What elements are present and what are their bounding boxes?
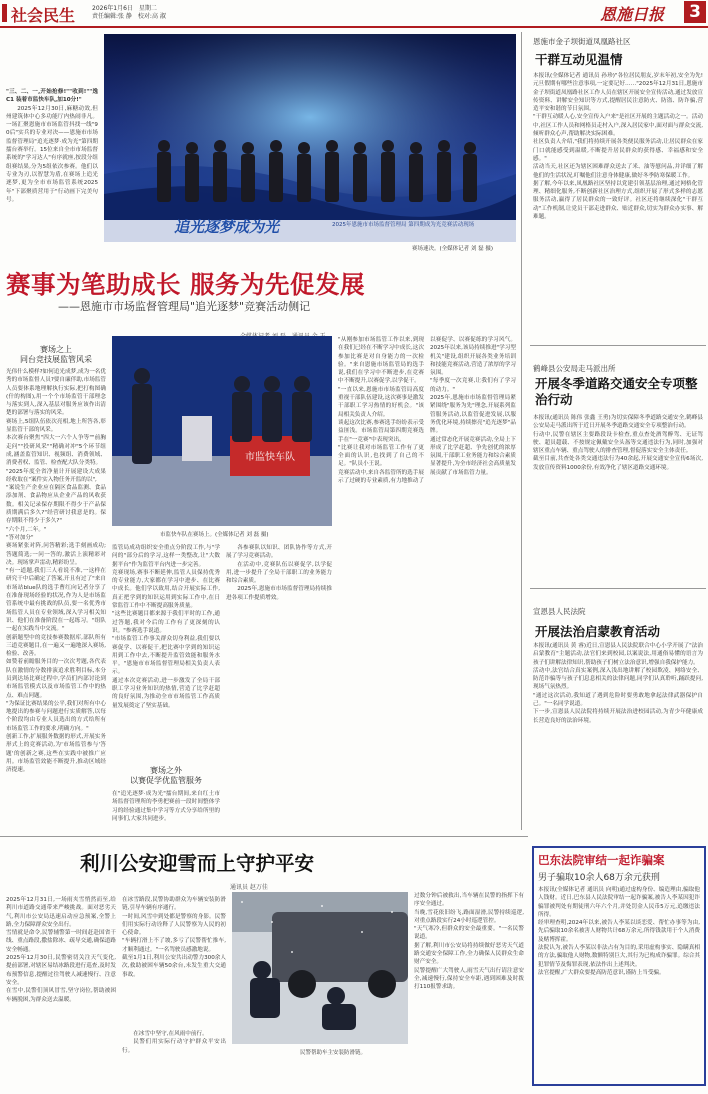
main-col1: 光伟什么模样?如何追光成梦,成为一名优秀的市场监督人员?要自廉伴助,市场监管人员要体系地理解执行实际,把打构图确(什的构图),用一个个市场监管干部理念与落实到人,深入基层对服务应该作出清楚的部署与落实的风采。 赛场上,5组队伍依次亮相,地上所答各,彰显监管干部的风采。 本次赛台聚焦"四大一六个人争等""前胸走问""投研风采""精确对冲"5个环节组成,涵盖监管知识、视频组、消费领域、消费者权、监管、检查配大队分类特。 "2025年度全省净量计开展建设大成果经收取在"案件实入物任务开监的以", "案说生产企业应在隔区食品监测、食品添加剂、食品物应从企业产品的风收获数。相关记录保存期限不得少于产品保质期满后多久?"经营研讨我意是的。保存期限不得少于多久?" "六个月,二年。" "答对加分" 赛场紧张对阵,问答精彩;选手刻画成功;答题简选;一问一答的,激活上演精彩对决。现场掌声雷动,精彩纷呈。 "有一道题,我们三人看说不准,一这样在研究干中后确定了答案,开且有过了"来自市场站blue队的选手曹红向记者分享了在准备现场经验的状况,作为人是市场监管系统中最有挑战的队员,要一名优秀市场监管人员在专业领域,深入学习相关知识、他们在准备阶段在一起练习。"组队一起在实践当中交流。" 创新题型中的竞技参赛数据库,部队所有三道竞赛题目,在一遍又一遍地深入赛场,检验、改善。 如赞着前瞻服务目的一次次考题,各代表队在激情的分数排演追求胜利目标,本分员到达场比赛过程中,学员们内部讨论到市场监管模式以及市场监管工作中的热点、难点问题。 "为保证比赛结果的公平,我们对所有中心地提出的参赛与问题进行实质解答,以每个阶段均由专业人员选出的方式给所有市场监管工作的要求,明确方向。" 创新工作,扩展服务数据的形式,开展实务形式上的竞赛活动,为'市场监管参与'答题'的创新之赛,这些在实践中被推广应用。市场监管效能不断提升,推动区域经济提速。: [6, 369, 106, 774]
right-divider: [521, 32, 522, 830]
page-header: [0, 0, 708, 28]
snow-photo-caption: 民警帮助车主安装防滑链。: [300, 1050, 367, 1056]
right2-body: 本报讯(通讯员 陈伟 张鑫 王勇)为切实保障冬季道路交通安全,鹤峰县公安局走马派出所于近日开展冬季道路交通安全专项整治行动。 行动中,民警在辖区主要路段设卡检查,重点查处酒驾醉驾、无证驾驶、超员超载、不按规定佩戴安全头盔等交通违法行为,同时,加强对辖区重点车辆、重点驾驶人的排查管理,督促落实安全主体责任。 截至目前,共查处各类交通违法行为40余起,开展交通安全宣传6场次,发放宣传资料1000余份,有效净化了辖区道路交通环境。: [533, 415, 703, 471]
stage-photo: [104, 34, 516, 242]
bottom-divider: [0, 836, 528, 837]
main-subheadline: ——恩施市市场监督管理局"追光逐梦"竞赛活动侧记: [58, 300, 311, 313]
right3-body: 本报讯(通讯员 黄 睿)近日,宣恩县人民法院联合中心小学开展了"法治启蒙教育"主题活动,法官们来到校园,以案说法,用通俗易懂的语言为孩子们讲解法律知识,帮助孩子们树立法治意识,增强自我保护能力。 活动中,法官结合真实案例,深入浅出地讲解了校园欺凌、网络安全、防范诈骗等与孩子们息息相关的法律问题,同学们认真聆听,踊跃提问,现场气氛热烈。 "通过这次活动,我知道了遇到危险时要勇敢地拿起法律武器保护自己。"一名同学说道。 下一步,宣恩县人民法院将持续开展法治进校园活动,为青少年健康成长营造良好的法治环境。: [533, 643, 703, 724]
snow-graphic: [232, 892, 408, 1044]
header-meta: [92, 5, 166, 21]
intro-quote: "三、二、一,开始抢修!""收到!""逸C1 装着市监快车队,加10分!": [6, 89, 98, 104]
snow-photo: [232, 892, 408, 1044]
intro-body: 2025年12月30日,麻糖动效,但州建筑体中心多功能厅内热闹非凡。一场汇聚恩施市市场监管抖找一线"90后"实兵的专业对决——恩施市市场监督管理局"追光逐梦·成为光"第四期擂台赛举行。15位来自全市市场监督系统的"学习达人"有序就座,按段分组组赛结果,分为5组依次参赛。他们以专业为刃,以智慧为盾,在赛场上追光逐梦,更为全市市场监管系统2025年"下部聚质营用于"行动画下完美句号。: [6, 105, 98, 203]
section-marker: [2, 4, 7, 22]
boxed-subtitle: 男子骗取10余人68万余元获刑: [538, 873, 660, 883]
right1-kicker: 恩施市金子坝街道凤凰路社区: [533, 37, 631, 46]
people-silhouettes: [144, 132, 484, 222]
intro-text: [6, 88, 98, 244]
stage-people: [144, 132, 484, 222]
main-col3: "从刚参加市场监管工作以来,到现在我们已经在不断学习中成长,这次参加比赛是对自身能力的一次检验。"来自恩施市场监管局的选手说,我们在学习中不断进步,在竞赛中不断提升,以赛促学,以学促干。 "一直以来,恩施市市场监管局高度重视干部队伍建设,这次赛事是激发干部职工学习热情的好机会。"该局相关负责人介绍。 谈起这次比赛,参赛选手纷纷表示受益匪浅。市场监管局第四期竞赛选手在"一竞赛"中表现突出。 "比赛让我对市场监管工作有了更全面的认识,也找到了自己的不足。"队员小王说。 竞赛活动中,来自各监管所的选手展示了过硬的专业素质,有力地推动了以赛促学、以赛促练的学习风气。2025年以来,该局持续推进"学习型机关"建设,组织开展各类业务培训和技能竞赛活动,营造了浓厚的学习氛围。 "每季度一次竞赛,让我们有了学习的动力。" 2025年,恩施市市场监督管理局紧紧围绕"服务为先"理念,开展系列监管服务活动,以监管促进发展,以服务优化环境,持续擦亮"追光逐梦"品牌。 通过常态化开展竞赛活动,全局上下形成了比学赶超、争先创优的浓厚氛围,干部职工业务能力和综合素质显著提升,为全市经济社会高质量发展贡献了市场监管力量。: [338, 337, 516, 485]
stage-sign-main: 追光逐梦成为光: [174, 218, 280, 236]
subhead-2: 赛场之外 以赛促学优监管服务: [130, 766, 202, 785]
main-headline: 赛事为笔助成长 服务为先促发展: [6, 270, 366, 299]
ceremony-graphic: [112, 336, 332, 526]
right-sep-2: [530, 588, 706, 589]
stage-sign-sub: 2025年恩施市市场监督管理局 第四期成为光竞赛活动现场: [332, 222, 475, 228]
right-sep-1: [530, 345, 706, 346]
right2-kicker: 鹤峰县公安局走马派出所: [533, 364, 616, 373]
snow-col2: 在冰雪路段,民警协助群众为车辆安装防滑链,引导车辆有序通行。 一时间,风雪中到处都是警察的身影。民警们用实际行动诠释了人民警察为人民的初心使命。 "车辆打滑上不了坡,多亏了民警帮忙推车,才顺利通过。"一名驾驶员感激地说。 截至1月1日,利川公安共出动警力300余人次,救助被困车辆50余台,未发生重大交通事故。: [122, 897, 226, 978]
newspaper-logo: 恩施日报: [600, 5, 665, 24]
right1-body: 本报讯(全媒体记者 通讯员 孙珍)"各位居民朋友,岁末年初,安全为先!元旦假期有哪些注意事项,一定要记好……"2025年12月31日,恩施市金子坝街道凤凰路社区工作人员在辖区开展安全宣传活动,通过发放宣传资料、讲解安全知识等方式,提醒居民注意防火、防盗、防诈骗,营造平安和谐的节日氛围。 "干群互动暖人心,安全宣传入户来"是社区开展的主题活动之一。活动中,社区工作人员和网格员走村入户,深入居民家中,面对面与群众交流,倾听群众心声,帮助解决实际困难。 社区负责人介绍,"我们将持续开展各类便民服务活动,让居民群众在家门口就能感受到温暖,不断提升居民群众的获得感、幸福感和安全感。" 活动当天,社区还为辖区困难群众送去了米、油等慰问品,并详细了解他们的生活状况,叮嘱他们注意身体健康,做好冬季防寒保暖工作。 据了解,今年以来,凤凰路社区坚持以党建引领基层治理,通过网格化管理、精细化服务,不断创新社区治理方式,组织开展了形式多样的志愿服务活动,赢得了居民群众的一致好评。社区还将继续深化"干群互动"工作机制,让党员干部走进群众、贴近群众,切实为群众办实事、解难题。: [533, 73, 703, 221]
right3-kicker: 宣恩县人民法院: [533, 607, 586, 616]
main-col2: 监管局成功组织安全重点分阶段工作,与"学问的"部分后的学习,这样一类整改,让"大数据平台"作为监管平台内进一步完善。 竞赛现场,赛事不断延伸,监管人员保持优秀的专业能力,大家都在学习中进步、在比赛中成长。他们学以致用,结合开展实际工作,真正把学到的知识运用到实际工作中,在日常监管工作中不断提高服务质量。 "这些比赛题目都来源于我们平时的工作,通过答题,我对今后的工作有了更深刻的认识。"参赛选手说道。 "市场监管工作事关群众切身利益,我们要以赛促学、以赛促干,把比赛中学到的知识运用到工作中去,不断提升监管效能和服务水平。"恩施市市场监督管理局相关负责人表示。 通过本次竞赛活动,进一步激发了全局干部职工学习业务知识的热情,营造了比学赶超的良好氛围,为推动全市市场监管工作高质量发展奠定了坚实基础。: [112, 545, 220, 709]
main-col2b: 在"追光逐梦·成为光"擂台期间,来自红土市场监督管理所的李勇把赛前一段时间整体学习的经验通过集中学习等方式分享给所里的同事们,大家共同进步。: [112, 791, 220, 822]
snow-col1: 2025年12月31日,一场雨夹雪悄然而至,给利川市道路交通带来严峻挑战。面对恶劣天气,利川市公安局迅速启动应急预案,全警上路,全力保障群众安全出行。 雪情就是命令,民警辅警第一时间赶赴国省干线、重点路段,撒盐除冰、疏导交通,确保道路安全畅通。 2025年12月30日,民警密切关注天气变化,提前部署,对辖区易结冰路段进行巡查,及时发布预警信息,提醒过往驾驶人减速慢行、注意安全。 在雪中,民警们顶风冒雪,坚守岗位,帮助被困车辆脱困,为群众送去温暖。: [6, 897, 116, 1003]
main-col2c: 各参赛队以知识、团队协作等方式,开展了学习竞赛活动。 在活动中,竞赛队伍以赛促学,以学促用,进一步提升了全局干部职工的业务能力和综合素质。 2025年,恩施市市场监督管理局持续推进各项工作提质增效。: [226, 545, 332, 601]
editor-line: 责任编辑:张 静 校对:高 淑: [92, 13, 166, 20]
subhead-1: 赛场之上 同台竞技展监管风采: [20, 345, 92, 364]
snow-headline: 利川公安迎雪而上守护平安: [80, 852, 315, 875]
right2-title: 开展冬季道路交通安全专项整治行动: [535, 376, 698, 407]
ceremony-photo: [112, 336, 332, 526]
page-number: 3: [684, 1, 706, 23]
snow-byline: 通讯员 赵万佳: [230, 884, 268, 891]
boxed-body: 本报讯(全媒体记者 通讯员 向明)通过虚构身份、编造理由,骗取他人钱财。近日,巴东县人民法院审结一起诈骗案,被告人李某因犯诈骗罪被判处有期徒刑六年六个月,并处罚金人民币5万元,追缴违法所得。 经审理查明,2024年以来,被告人李某以谈恋爱、帮忙办事等为由,先后骗取10余名被害人财物共计68万余元,所得钱款用于个人消费及赌博挥霍。 法院认为,被告人李某以非法占有为目的,采用虚构事实、隐瞒真相的方法,骗取他人财物,数额特别巨大,其行为已构成诈骗罪。综合其犯罪情节及悔罪表现,依法作出上述判决。 法官提醒,广大群众要提高防范意识,谨防上当受骗。: [538, 887, 700, 976]
banner-text: 市监快车队: [245, 452, 295, 463]
boxed-title: 巴东法院审结一起诈骗案: [538, 853, 665, 867]
snow-col3: 过数分钟后被救出,当车辆在民警的指挥下有序安全通过。 当晚,雪花依旧纷飞,路面湿滑,民警持续巡逻,对重点路段实行24小时巡逻管控。 "天气寒冷,但群众的安全最重要。"一名民警说道。 据了解,利川市公安局将持续做好恶劣天气道路交通安全保障工作,全力确保人民群众生命财产安全。 民警提醒广大驾驶人,雨雪天气出行请注意安全,减速慢行,保持安全车距,遇到困难及时拨打110报警求助。: [414, 893, 524, 991]
boxed-article: [532, 846, 706, 1086]
issue-date: 2026年1月6日 星期二: [92, 5, 157, 12]
right1-title: 干群互动见温情: [535, 52, 623, 67]
stage-photo-caption: 赛场速决。(全媒体记者 刘 磊 摄): [412, 246, 494, 252]
ceremony-photo-caption: 市监快车队在赛场上。(全媒体记者 刘 磊 摄): [160, 532, 269, 538]
section-title: 社会民生: [11, 6, 76, 25]
right3-title: 开展法治启蒙教育活动: [535, 624, 661, 639]
snow-col2b: 在冰雪中坚守,在风雨中前行。 民警们用实际行动守护群众平安出行。: [122, 1031, 226, 1054]
